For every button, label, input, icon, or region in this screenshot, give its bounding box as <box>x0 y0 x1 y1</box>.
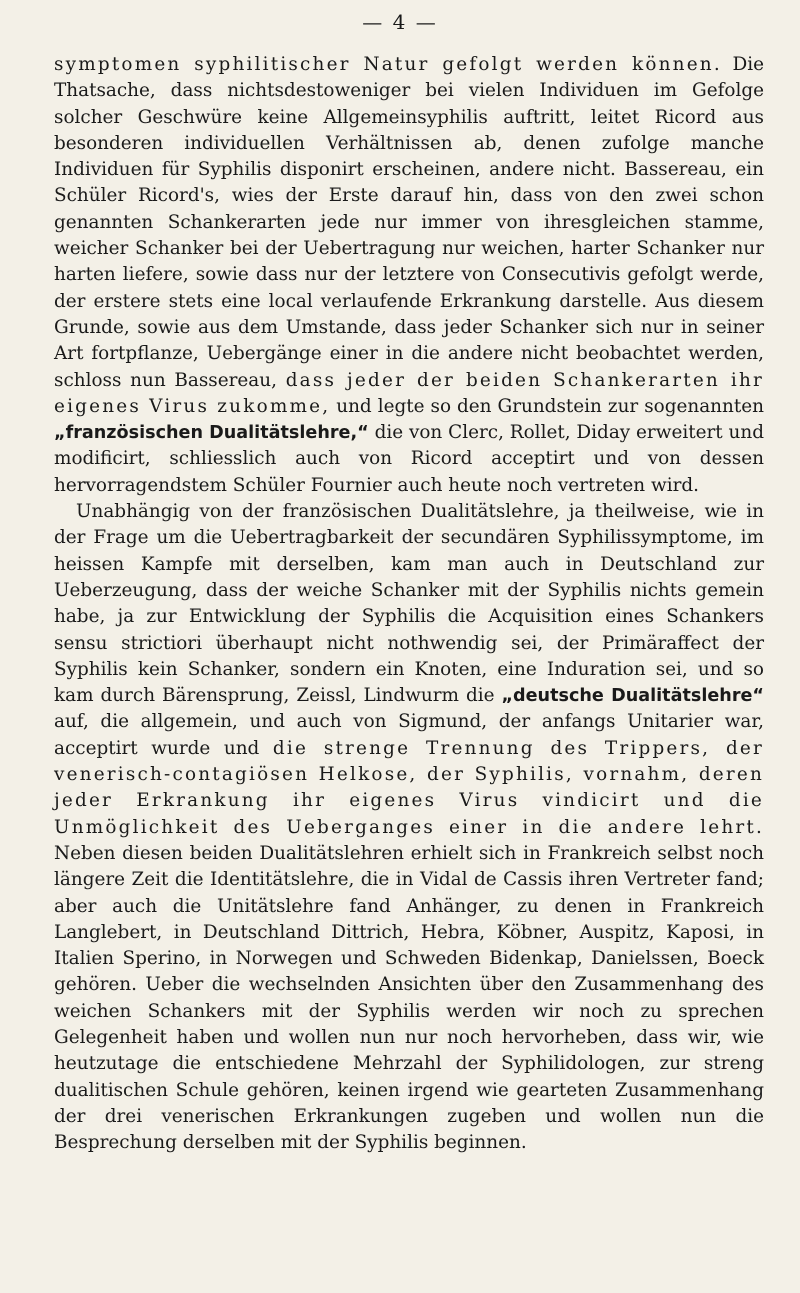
spaced-emphasis: die strenge Trennung des Trippers, der venerisch-contagiösen Helkose, der Syphilis, vornahm, deren jeder Erkrankung ihr eigenes Virus vindicirt und die Unmöglichkeit des Ueberganges einer in die andere lehrt. <box>54 737 764 838</box>
spaced-emphasis: symptomen syphilitischer Natur gefolgt werden können. <box>54 54 722 75</box>
text-run: Die Thatsache, dass nichtsdestoweniger bei vielen Individuen im Gefolge solcher Geschwüre keine Allgemeinsyphilis auftritt, leitet Ricord aus besonderen individuellen Verhältnissen ab, denen zufolge manche Individuen für Syphilis disponirt erscheinen, andere nicht. Bassereau, ein Schüler Ricord's, wies der Erste darauf hin, dass von den zwei schon genannten Schankerarten jede nur immer von ihresgleichen stamme, weicher Schanker bei der Uebertragung nur weichen, harter Schanker nur harten liefere, sowie dass nur der letztere von Consecutivis gefolgt werde, der erstere stets eine local verlaufende Erkrankung darstelle. Aus diesem Grunde, sowie aus dem Umstande, dass jeder Schanker sich nur in seiner Art fortpflanze, Uebergänge einer in die andere nicht beobachtet werden, schloss nun Bassereau, <box>54 54 764 391</box>
bold-term: „französischen Dualitätslehre,“ <box>54 423 369 444</box>
text-run: auf, die allgemein, und auch von Sigmund, der anfangs Unitarier war, acceptirt wurde und <box>54 711 764 759</box>
bold-term: „deutsche Dualitätslehre“ <box>501 686 764 707</box>
paragraph-2 <box>54 499 764 1156</box>
text-run: und legte so den Grundstein zur sogenannten <box>330 395 764 417</box>
spaced-emphasis: dass jeder der beiden Schankerarten ihr eigenes Virus zukomme, <box>54 369 764 417</box>
paragraph-1 <box>54 52 764 499</box>
text-run: die von Clerc, Rollet, Diday erweitert und modificirt, schliesslich auch von Ricord acceptirt und von dessen hervorragendstem Schüler Fournier auch heute noch vertreten wird. <box>54 422 764 496</box>
text-run: Neben diesen beiden Dualitätslehren erhielt sich in Frankreich selbst noch längere Zeit die Identitätslehre, die in Vidal de Cassis ihren Vertreter fand; aber auch die Unitätslehre fand Anhänger, zu denen in Frankreich Langlebert, in Deutschland Dittrich, Hebra, Köbner, Auspitz, Kaposi, in Italien Sperino, in Norwegen und Schweden Bidenkap, Danielssen, Boeck gehören. Ueber die wechselnden Ansichten über den Zusammenhang des weichen Schankers mit der Syphilis werden wir noch zu sprechen Gelegenheit haben und wollen nun nur noch hervorheben, dass wir, wie heutzutage die entschiedene Mehrzahl der Syphilidologen, zur streng dualitischen Schule gehören, keinen irgend wie gearteten Zusammenhang der drei venerischen Erkrankungen zugeben und wollen nun die Besprechung derselben mit der Syphilis beginnen. <box>54 842 764 1154</box>
text-run: Unabhängig von der französischen Dualitätslehre, ja theilweise, wie in der Frage um die Uebertragbarkeit der secundären Syphilissymptome, im heissen Kampfe mit derselben, kam man auch in Deutschland zur Ueberzeugung, dass der weiche Schanker mit der Syphilis nichts gemein habe, ja zur Entwicklung der Syphilis die Acquisition eines Schankers sensu strictiori überhaupt nicht nothwendig sei, der Primäraffect der Syphilis kein Schanker, sondern ein Knoten, eine Induration sei, und so kam durch Bärensprung, Zeissl, Lindwurm die <box>54 501 764 707</box>
page-number: — 4 — <box>362 10 438 34</box>
